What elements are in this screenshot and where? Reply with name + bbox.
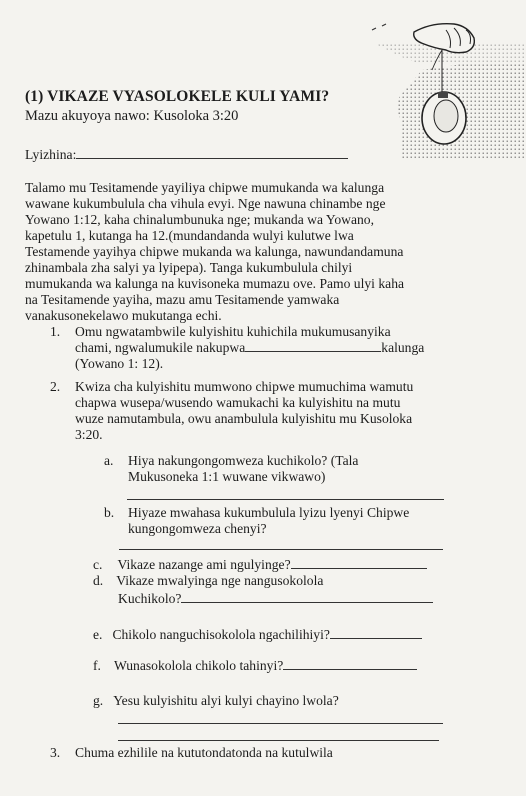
sub-question-letter: b.: [104, 505, 115, 520]
question-3-number: 3.: [50, 745, 61, 760]
hand-with-lantern-illustration: [362, 0, 526, 160]
sub-question-b-line: Hiyaze mwahasa kukumbulula lyizu lyenyi Chipwe: [128, 505, 410, 520]
answer-blank: [291, 557, 427, 569]
intro-line: Yowano 1:12, kaha chinalumbunuka nge; mukanda wa Yowano,: [25, 212, 374, 227]
question-1-blank: [245, 340, 381, 352]
intro-line: zhinambala zha salyi ya lyipepa). Tanga kukumbulula chilyi: [25, 260, 353, 275]
intro-line: mumukanda wa kalunga na kuvisoneka mumazu ove. Pamo ulyi kaha: [25, 276, 405, 291]
name-blank: [76, 147, 348, 159]
answer-blank: [283, 658, 417, 670]
answer-line: [118, 740, 439, 741]
question-2-number: 2.: [50, 379, 61, 394]
intro-line: wawane kukumbulula cha vihula evyi. Nge nawuna chinambe nge: [25, 196, 386, 211]
sub-question-c: c. Vikaze nazange ami ngulyinge?: [93, 557, 427, 573]
question-2-line: Kwiza cha kulyishitu mumwono chipwe mumuchima wamutu: [75, 379, 414, 394]
question-1-line: chami, ngwalumukile nakupwa kalunga: [75, 340, 425, 355]
question-3-text: Chuma ezhilile na kututondatonda na kutulwila: [75, 745, 333, 760]
question-2-line: chapwa wusepa/wusendo wamukachi ka kulyishitu na mutu: [75, 395, 401, 410]
answer-line: [127, 499, 444, 500]
answer-blank: [330, 627, 422, 639]
sub-question-d-line: Kuchikolo?: [118, 591, 433, 607]
answer-line: [119, 549, 443, 550]
sub-question-d: d. Vikaze mwalyinga nge nangusokolola: [93, 573, 324, 588]
sub-question-letter: a.: [104, 453, 114, 468]
name-field: [25, 147, 348, 163]
name-label: Lyizhina:: [25, 147, 77, 162]
intro-line: Talamo mu Tesitamende yayiliya chipwe mumukanda wa kalunga: [25, 180, 385, 195]
sub-question-a-line: Hiya nakungongomweza kuchikolo? (Tala: [128, 453, 359, 468]
sub-question-e: e. Chikolo nanguchisokolola ngachilihiyi?: [93, 627, 422, 643]
question-1-line: Omu ngwatambwile kulyishitu kuhichila mukumusanyika: [75, 324, 391, 339]
intro-line: na Tesitamende yayiha, mazu amu Tesitamende yamwaka: [25, 292, 340, 307]
question-2-line: 3:20.: [75, 427, 103, 442]
answer-blank: [181, 591, 433, 603]
question-2-line: wuze namutambula, owu anambulula kulyishitu mu Kusoloka: [75, 411, 413, 426]
sub-question-f: f. Wunasokolola chikolo tahinyi?: [93, 658, 417, 674]
sub-question-b-line: kungongomweza chenyi?: [128, 521, 267, 536]
answer-line: [118, 723, 443, 724]
intro-line: kapetulu 1, kutanga ha 12.(mundandanda wulyi kulutwe lwa: [25, 228, 354, 243]
sub-question-g: g. Yesu kulyishitu alyi kulyi chayino lwola?: [93, 693, 339, 708]
scripture-reference: Mazu akuyoya nawo: Kusoloka 3:20: [25, 108, 239, 124]
intro-line: vanakusonekelawo mukutanga echi.: [25, 308, 222, 323]
question-1-number: 1.: [50, 324, 61, 339]
intro-line: Testamende yayihya chipwe mukanda wa kalunga, nawundandamuna: [25, 244, 404, 259]
sub-question-a-line: Mukusoneka 1:1 wuwane vikwawo): [128, 469, 326, 484]
question-1-line: (Yowano 1: 12).: [75, 356, 164, 371]
worksheet-title: (1) VIKAZE VYASOLOKELE KULI YAMI?: [25, 88, 330, 105]
